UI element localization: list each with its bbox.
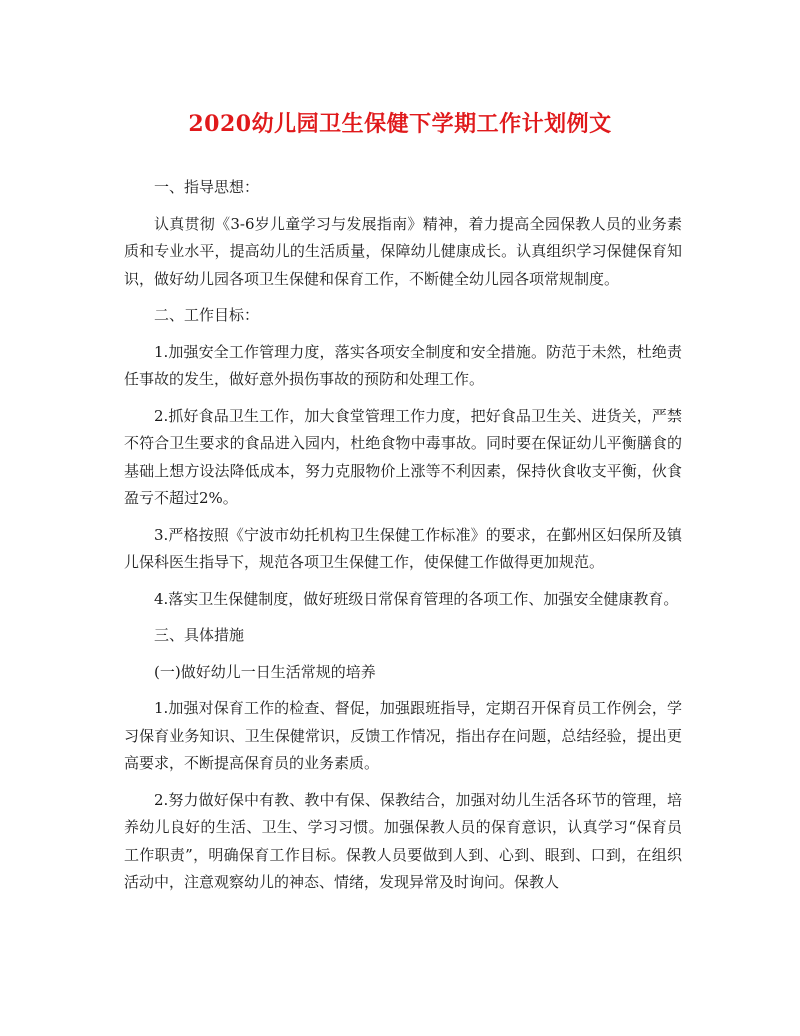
document-title: 2020幼儿园卫生保健下学期工作计划例文 (188, 111, 612, 137)
section-heading-work-goals: 二、工作目标： (154, 306, 260, 324)
goal-item-3: 3.严格按照《宁波市幼托机构卫生保健工作标准》的要求，在鄞州区妇保所及镇儿保科医生指导下，规范各项卫生保健工作，使保健工作做得更加规范。 (124, 525, 682, 571)
paragraph-guiding-ideology: 认真贯彻《3-6岁儿童学习与发展指南》精神，着力提高全园保教人员的业务素质和专业水平，提高幼儿的生活质量，保障幼儿健康成长。认真组织学习保健保育知识，做好幼儿园各项卫生保健和保育工作，不断健全幼儿园各项常规制度。 (124, 214, 682, 288)
document-body (124, 174, 682, 897)
measure-item-2: 2.努力做好保中有教、教中有保、保教结合，加强对幼儿生活各环节的管理，培养幼儿良好的生活、卫生、学习习惯。加强保教人员的保育意识，认真学习“保育员工作职责”，明确保育工作目标。保教人员要做到人到、心到、眼到、口到，在组织活动中，注意观察幼儿的神态、情绪，发现异常及时询问。保教人 (124, 790, 682, 891)
subsection-heading-daily-routine: (一)做好幼儿一日生活常规的培养 (154, 662, 376, 681)
goal-item-1: 1.加强安全工作管理力度，落实各项安全制度和安全措施。防范于未然，杜绝责任事故的发生，做好意外损伤事故的预防和处理工作。 (124, 342, 682, 388)
goal-item-4: 4.落实卫生保健制度，做好班级日常保育管理的各项工作、加强安全健康教育。 (154, 589, 679, 608)
measure-item-1: 1.加强对保育工作的检查、督促，加强跟班指导，定期召开保育员工作例会，学习保育业务知识、卫生保健常识，反馈工作情况，指出存在问题，总结经验，提出更高要求，不断提高保育员的业务素质。 (124, 699, 682, 772)
section-heading-measures: 三、具体措施 (154, 626, 245, 644)
goal-item-2: 2.抓好食品卫生工作，加大食堂管理工作力度，把好食品卫生关、进货关，严禁不符合卫生要求的食品进入园内，杜绝食物中毒事故。同时要在保证幼儿平衡膳食的基础上想方设法降低成本，努力克服物价上涨等不利因素，保持伙食收支平衡，伙食盈亏不超过2%。 (124, 406, 682, 507)
section-heading-guiding-ideology: 一、指导思想： (154, 178, 260, 196)
